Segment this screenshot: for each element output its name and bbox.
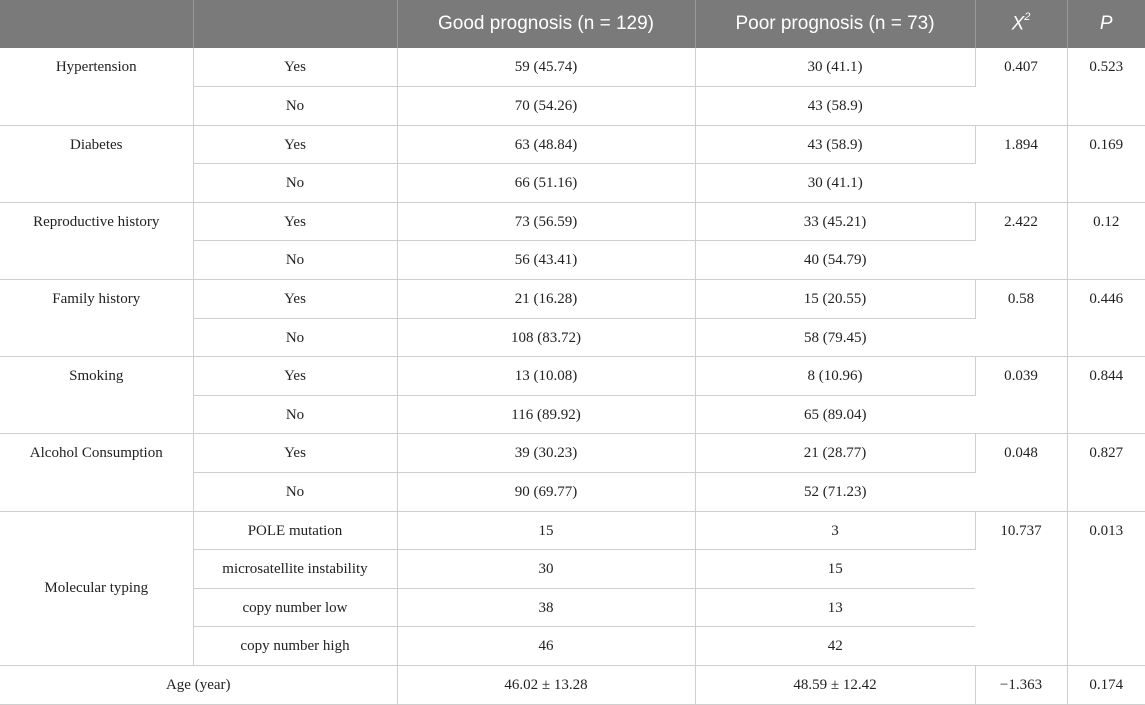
poor-cell: 3 bbox=[695, 511, 975, 550]
table-row bbox=[0, 125, 1145, 164]
header-good-prognosis: Good prognosis (n = 129) bbox=[397, 0, 695, 48]
p-cell: 0.174 bbox=[1067, 666, 1145, 705]
age-label: Age (year) bbox=[0, 666, 397, 705]
p-cell: 0.844 bbox=[1067, 357, 1145, 434]
poor-cell: 43 (58.9) bbox=[695, 87, 975, 126]
variable-label: Diabetes bbox=[0, 125, 193, 202]
level-cell: Yes bbox=[193, 202, 397, 241]
chi2-cell: 0.407 bbox=[975, 48, 1067, 125]
header-p-value: P bbox=[1067, 0, 1145, 48]
poor-cell: 15 (20.55) bbox=[695, 280, 975, 319]
p-cell: 0.169 bbox=[1067, 125, 1145, 202]
variable-label: Family history bbox=[0, 280, 193, 357]
poor-cell: 15 bbox=[695, 550, 975, 589]
table-row bbox=[0, 202, 1145, 241]
poor-cell: 40 (54.79) bbox=[695, 241, 975, 280]
good-cell: 46.02 ± 13.28 bbox=[397, 666, 695, 705]
p-cell: 0.12 bbox=[1067, 202, 1145, 279]
table-row bbox=[0, 48, 1145, 87]
poor-cell: 65 (89.04) bbox=[695, 395, 975, 434]
chi2-cell: 1.894 bbox=[975, 125, 1067, 202]
poor-cell: 48.59 ± 12.42 bbox=[695, 666, 975, 705]
variable-label: Reproductive history bbox=[0, 202, 193, 279]
chi2-cell: 10.737 bbox=[975, 511, 1067, 665]
table-row bbox=[0, 357, 1145, 396]
table-row bbox=[0, 434, 1145, 473]
header-poor-prognosis: Poor prognosis (n = 73) bbox=[695, 0, 975, 48]
header-chi-square-sup: 2 bbox=[1024, 10, 1031, 23]
level-cell: No bbox=[193, 473, 397, 512]
p-cell: 0.827 bbox=[1067, 434, 1145, 511]
chi2-cell: 0.048 bbox=[975, 434, 1067, 511]
poor-cell: 42 bbox=[695, 627, 975, 666]
good-cell: 66 (51.16) bbox=[397, 164, 695, 203]
good-cell: 56 (43.41) bbox=[397, 241, 695, 280]
poor-cell: 8 (10.96) bbox=[695, 357, 975, 396]
poor-cell: 30 (41.1) bbox=[695, 164, 975, 203]
level-cell: Yes bbox=[193, 434, 397, 473]
level-cell: copy number low bbox=[193, 588, 397, 627]
good-cell: 108 (83.72) bbox=[397, 318, 695, 357]
good-cell: 38 bbox=[397, 588, 695, 627]
level-cell: Yes bbox=[193, 357, 397, 396]
table-row bbox=[0, 511, 1145, 550]
header-chi-square bbox=[975, 0, 1067, 48]
variable-label: Hypertension bbox=[0, 48, 193, 125]
good-cell: 13 (10.08) bbox=[397, 357, 695, 396]
chi2-cell: −1.363 bbox=[975, 666, 1067, 705]
variable-label: Alcohol Consumption bbox=[0, 434, 193, 511]
level-cell: Yes bbox=[193, 280, 397, 319]
good-cell: 116 (89.92) bbox=[397, 395, 695, 434]
poor-cell: 43 (58.9) bbox=[695, 125, 975, 164]
chi2-cell: 0.58 bbox=[975, 280, 1067, 357]
level-cell: copy number high bbox=[193, 627, 397, 666]
level-cell: No bbox=[193, 318, 397, 357]
variable-label: Smoking bbox=[0, 357, 193, 434]
level-cell: POLE mutation bbox=[193, 511, 397, 550]
chi2-cell: 0.039 bbox=[975, 357, 1067, 434]
level-cell: No bbox=[193, 395, 397, 434]
header-variable bbox=[0, 0, 193, 48]
good-cell: 73 (56.59) bbox=[397, 202, 695, 241]
good-cell: 39 (30.23) bbox=[397, 434, 695, 473]
poor-cell: 21 (28.77) bbox=[695, 434, 975, 473]
level-cell: No bbox=[193, 87, 397, 126]
good-cell: 70 (54.26) bbox=[397, 87, 695, 126]
poor-cell: 30 (41.1) bbox=[695, 48, 975, 87]
p-cell: 0.523 bbox=[1067, 48, 1145, 125]
level-cell: No bbox=[193, 164, 397, 203]
level-cell: Yes bbox=[193, 48, 397, 87]
good-cell: 15 bbox=[397, 511, 695, 550]
good-cell: 21 (16.28) bbox=[397, 280, 695, 319]
good-cell: 59 (45.74) bbox=[397, 48, 695, 87]
table-row bbox=[0, 280, 1145, 319]
good-cell: 63 (48.84) bbox=[397, 125, 695, 164]
poor-cell: 58 (79.45) bbox=[695, 318, 975, 357]
p-cell: 0.013 bbox=[1067, 511, 1145, 665]
header-level bbox=[193, 0, 397, 48]
poor-cell: 13 bbox=[695, 588, 975, 627]
level-cell: microsatellite instability bbox=[193, 550, 397, 589]
good-cell: 90 (69.77) bbox=[397, 473, 695, 512]
table-row bbox=[0, 666, 1145, 705]
variable-label: Molecular typing bbox=[0, 511, 193, 665]
poor-cell: 52 (71.23) bbox=[695, 473, 975, 512]
good-cell: 30 bbox=[397, 550, 695, 589]
level-cell: Yes bbox=[193, 125, 397, 164]
level-cell: No bbox=[193, 241, 397, 280]
good-cell: 46 bbox=[397, 627, 695, 666]
poor-cell: 33 (45.21) bbox=[695, 202, 975, 241]
chi2-cell: 2.422 bbox=[975, 202, 1067, 279]
header-chi-square-base: X bbox=[1011, 13, 1025, 35]
p-cell: 0.446 bbox=[1067, 280, 1145, 357]
header-row bbox=[0, 0, 1145, 48]
